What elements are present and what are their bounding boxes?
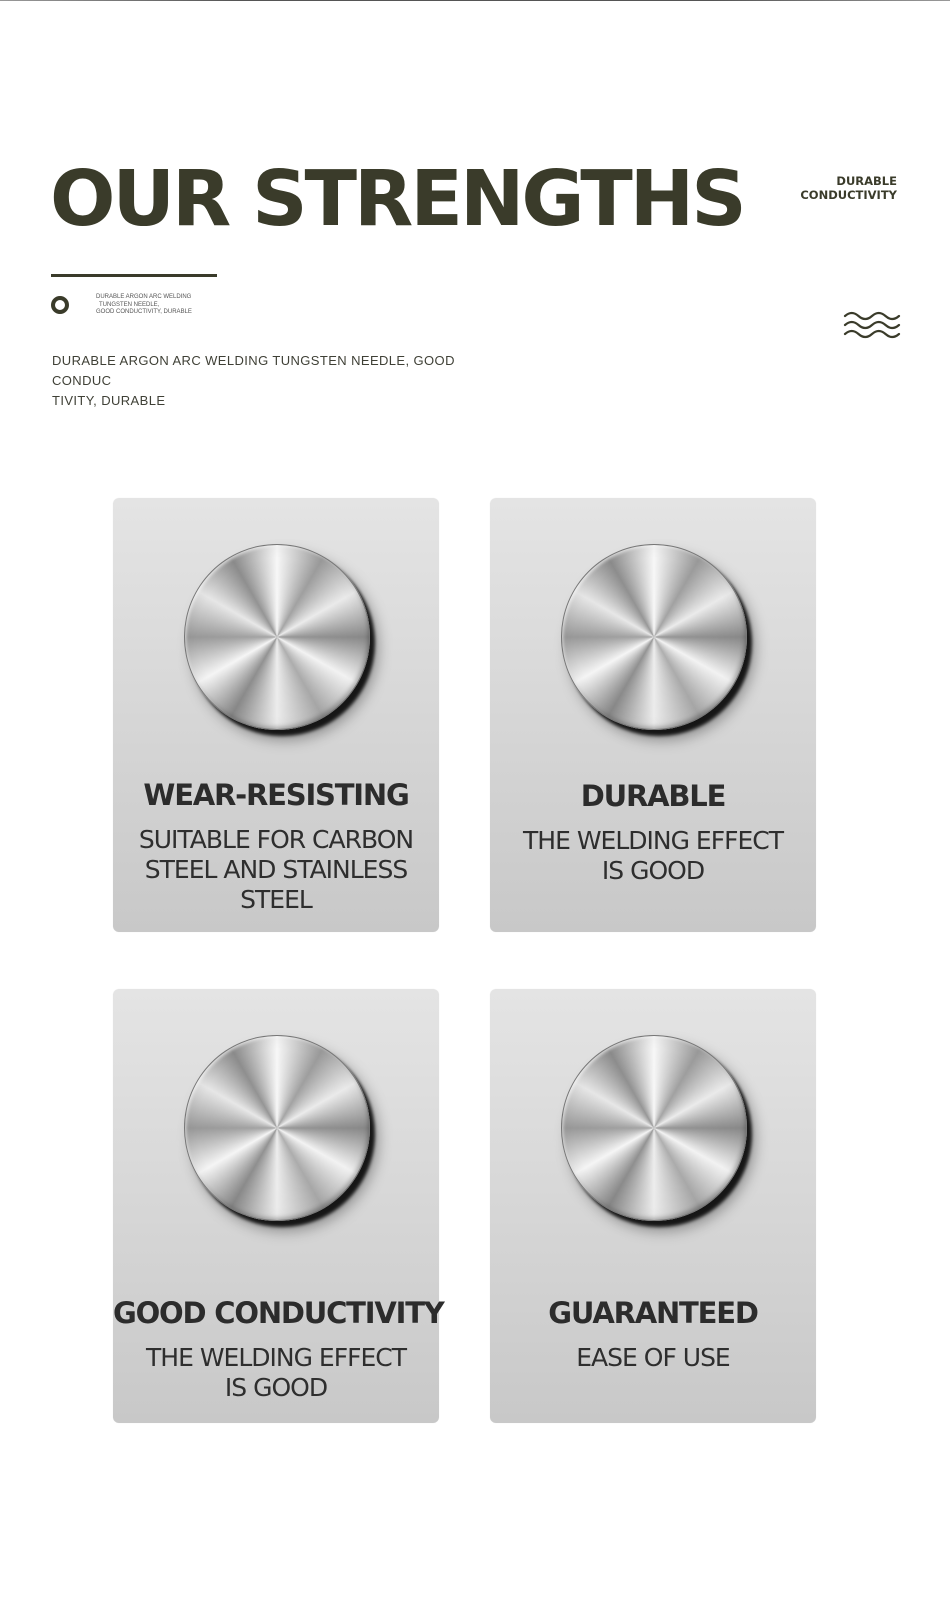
page-title: OUR STRENGTHS bbox=[50, 155, 744, 244]
strength-card-guaranteed bbox=[490, 989, 816, 1423]
card-description-line: STEEL bbox=[240, 885, 312, 914]
metal-knob-icon bbox=[184, 544, 370, 730]
card-description bbox=[123, 825, 429, 915]
card-title: GOOD CONDUCTIVITY bbox=[113, 1296, 444, 1330]
small-caption-line: DURABLE ARGON ARC WELDING bbox=[96, 294, 192, 300]
card-description-line: IS GOOD bbox=[224, 1373, 328, 1402]
strength-card-durable bbox=[490, 498, 816, 932]
small-caption bbox=[96, 294, 206, 317]
card-description-line: THE WELDING EFFECT bbox=[146, 1343, 406, 1372]
strength-card-good-conductivity bbox=[113, 989, 444, 1423]
intro-description-line: DURABLE ARGON ARC WELDING TUNGSTEN NEEDLE, GOOD CONDUC bbox=[52, 353, 455, 388]
card-description bbox=[500, 1343, 806, 1373]
card-description-line: THE WELDING EFFECT bbox=[523, 826, 783, 855]
intro-description-line: TIVITY, DURABLE bbox=[52, 393, 166, 408]
small-caption-line: GOOD CONDUCTIVITY, DURABLE bbox=[96, 309, 192, 315]
card-description bbox=[500, 826, 806, 886]
intro-description bbox=[52, 351, 482, 411]
strength-card-wear-resisting bbox=[113, 498, 439, 932]
card-title: DURABLE bbox=[580, 779, 726, 813]
header-tag bbox=[697, 174, 897, 202]
card-description-line: SUITABLE FOR CARBON bbox=[138, 825, 414, 854]
card-description-line: EASE OF USE bbox=[576, 1343, 730, 1372]
ring-icon bbox=[51, 296, 69, 314]
metal-knob-icon bbox=[561, 1035, 747, 1221]
wave-icon bbox=[843, 310, 901, 342]
header-tag-line: CONDUCTIVITY bbox=[800, 188, 897, 202]
metal-knob-icon bbox=[184, 1035, 370, 1221]
card-title: WEAR-RESISTING bbox=[143, 778, 409, 812]
top-divider bbox=[0, 0, 950, 1]
card-description bbox=[123, 1343, 429, 1403]
card-description-line: IS GOOD bbox=[601, 856, 705, 885]
header-tag-line: DURABLE bbox=[836, 174, 897, 188]
card-description-line: STEEL AND STAINLESS bbox=[144, 855, 408, 884]
small-caption-line: TUNGSTEN NEEDLE, bbox=[99, 301, 160, 308]
metal-knob-icon bbox=[561, 544, 747, 730]
accent-divider bbox=[51, 274, 217, 277]
card-title: GUARANTEED bbox=[548, 1296, 758, 1330]
